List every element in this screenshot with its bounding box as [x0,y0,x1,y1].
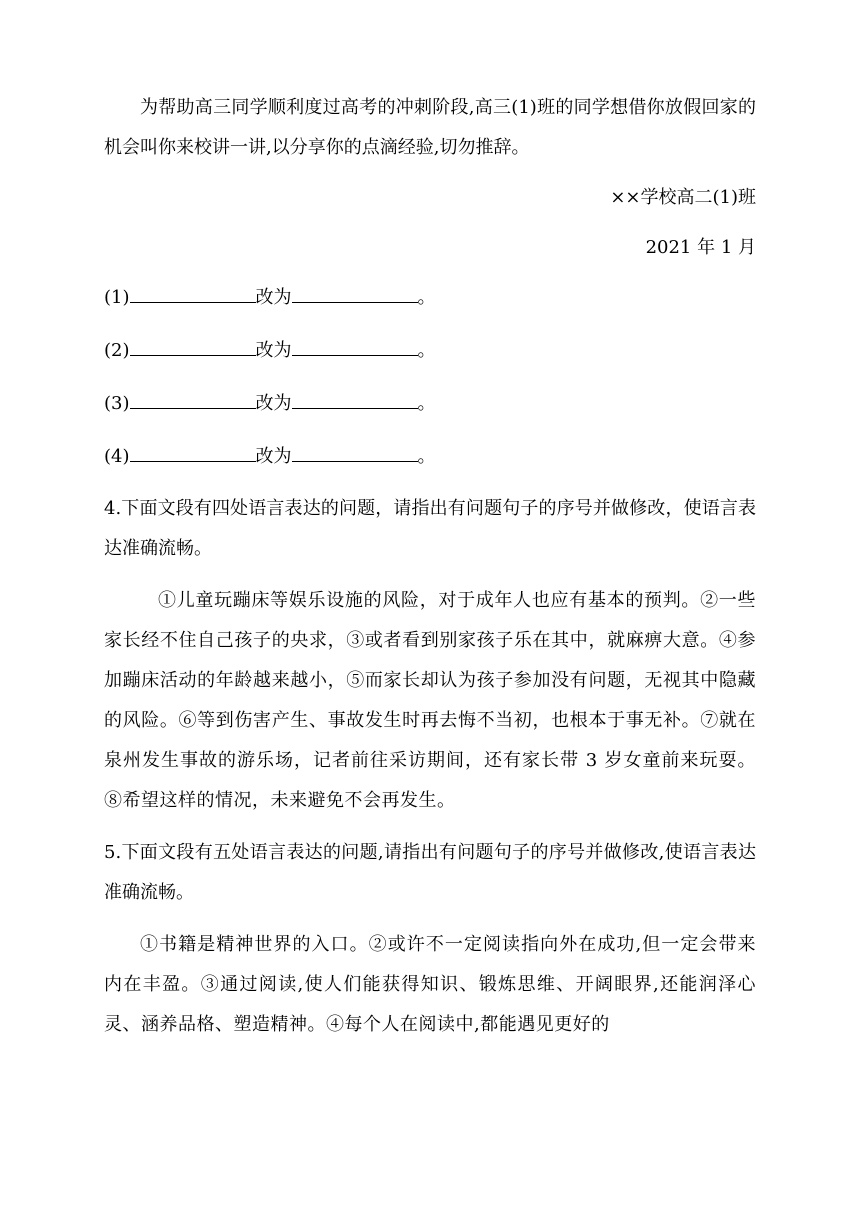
answer-blank-revised[interactable] [292,443,418,462]
answer-blank-revised[interactable] [292,390,418,409]
answer-change-word: 改为 [255,446,292,467]
question-5-prompt: 5.下面文段有五处语言表达的问题,请指出有问题句子的序号并做修改,使语言表达准确流畅。 [104,842,756,903]
question-5-passage: ①书籍是精神世界的入口。②或许不一定阅读指向外在成功,但一定会带来内在丰盈。③通过阅读,使人们能获得知识、锻炼思维、开阔眼界,还能润泽心灵、涵养品格、塑造精神。④每个人在阅读中,都能遇见更好的 [104,934,756,1035]
answer-change-word: 改为 [255,340,292,361]
answer-change-word: 改为 [255,287,292,308]
answer-end: 。 [417,287,436,308]
question-4-passage: ①儿童玩蹦床等娱乐设施的风险，对于成年人也应有基本的预判。②一些家长经不住自己孩子的央求，③或者看到别家孩子乐在其中，就麻痹大意。④参加蹦床活动的年龄越来越小，⑤而家长却认为孩子参加没有问题，无视其中隐藏的风险。⑥等到伤害产生、事故发生时再去悔不当初，也根本于事无补。⑦就在泉州发生事故的游乐场，记者前往采访期间，还有家长带 3 岁女童前来玩耍。⑧希望这样的情况，未来避免不会再发生。 [104,590,756,811]
document-page [104,88,756,1045]
answer-blank-revised[interactable] [292,337,418,356]
answer-row-4 [104,437,756,477]
answer-blank-original[interactable] [130,284,256,303]
letter-body: 为帮助高三同学顺利度过高考的冲刺阶段,高三(1)班的同学想借你放假回家的机会叫你来校讲一讲,以分享你的点滴经验,切勿推辞。 [104,97,756,158]
answer-label: (3) [104,393,130,414]
answer-end: 。 [417,393,436,414]
letter-date: 2021 年 1 月 [645,237,756,258]
answer-blank-original[interactable] [130,337,256,356]
answer-row-3 [104,384,756,424]
answer-blank-original[interactable] [130,443,256,462]
answer-end: 。 [417,446,436,467]
answer-end: 。 [417,340,436,361]
answer-label: (2) [104,340,130,361]
answer-blank-original[interactable] [130,390,256,409]
letter-signature: ××学校高二(1)班 [610,187,756,208]
answer-label: (1) [104,287,130,308]
answer-row-1 [104,278,756,318]
question-4-prompt: 4.下面文段有四处语言表达的问题，请指出有问题句子的序号并做修改，使语言表达准确流畅。 [104,498,756,559]
answer-change-word: 改为 [255,393,292,414]
answer-row-2 [104,331,756,371]
answer-blank-revised[interactable] [292,284,418,303]
answer-label: (4) [104,446,130,467]
